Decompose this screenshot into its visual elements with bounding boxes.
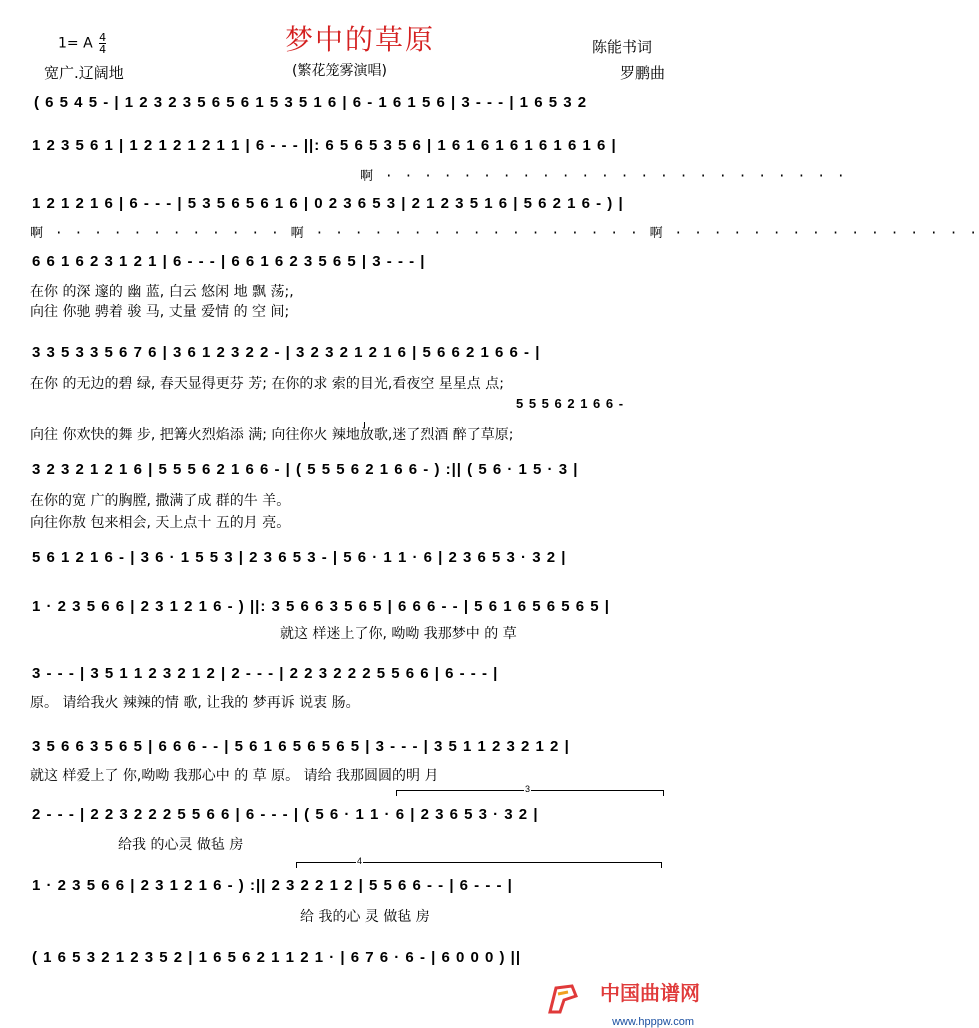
song-title: 梦中的草原	[284, 23, 435, 56]
score-row-4-lyrics-verse-2: 向往 你驰 骋着 骏 马, 丈量 爱情 的 空 间;	[30, 304, 290, 320]
quadruplet-bracket-4	[296, 862, 662, 868]
score-row-4-lyrics-verse-1: 在你 的深 邃的 幽 蓝, 白云 悠闲 地 飘 荡;,	[30, 284, 294, 300]
volta-bracket-1	[364, 422, 365, 428]
time-bottom: 4	[99, 43, 107, 56]
key-prefix: 1= A	[58, 35, 93, 52]
score-row-1-notes: ( 6 5 4 5 - | 1 2 3 2 3 5 6 5 6 1 5 3 5 1 6 | 6 - 1 6 1 5 6 | 3 - - - | 1 6 5 3 2	[34, 94, 588, 111]
score-row-12-lyrics: 给我 的心灵 做毡 房	[118, 837, 244, 853]
score-row-14-notes: ( 1 6 5 3 2 1 2 3 5 2 | 1 6 5 6 2 1 1 2 1 · | 6 7 6 · 6 - | 6 0 0 0 ) ||	[32, 949, 522, 966]
key-signature	[58, 32, 106, 55]
watermark-url: www.hpppw.com	[612, 1016, 694, 1028]
score-row-7-notes: 3 2 3 2 1 2 1 6 | 5 5 5 6 2 1 6 6 - | ( 5 5 5 6 2 1 6 6 - ) :|| ( 5 6 · 1 5 · 3 |	[32, 461, 579, 478]
triplet-number: 3	[525, 784, 531, 794]
score-row-13-lyrics: 给 我的心 灵 做毡 房	[300, 909, 430, 925]
score-row-10-notes: 3 - - - | 3 5 1 1 2 3 2 1 2 | 2 - - - | 2 2 3 2 2 2 5 5 6 6 | 6 - - - |	[32, 665, 499, 682]
score-row-13-notes: 1 · 2 3 5 6 6 | 2 3 1 2 1 6 - ) :|| 2 3 2 2 1 2 | 5 5 6 6 - - | 6 - - - |	[32, 877, 513, 894]
tempo-marking: 宽广.辽阔地	[44, 64, 124, 82]
score-row-8-notes: 5 6 1 2 1 6 - | 3 6 · 1 5 5 3 | 2 3 6 5 3 - | 5 6 · 1 1 · 6 | 2 3 6 5 3 · 3 2 |	[32, 549, 567, 566]
score-row-2-notes: 1 2 3 5 6 1 | 1 2 1 2 1 2 1 1 | 6 - - - ||: 6 5 6 5 3 5 6 | 1 6 1 6 1 6 1 6 1 6 1 6 |	[32, 137, 617, 154]
time-signature	[99, 32, 106, 55]
score-row-12-notes: 2 - - - | 2 2 3 2 2 2 5 5 6 6 | 6 - - - | ( 5 6 · 1 1 · 6 | 2 3 6 5 3 · 3 2 |	[32, 806, 539, 823]
score-row-7-lyrics-verse-2: 向往你敖 包来相会, 天上点十 五的月 亮。	[30, 515, 291, 531]
score-row-9-lyrics: 就这 样迷上了你, 呦呦 我那梦中 的 草	[280, 626, 517, 642]
score-row-7-lyrics-verse-1: 在你的宽 广的胸膛, 撒满了成 群的牛 羊。	[30, 493, 291, 509]
singer: (繁花笼雾演唱)	[292, 63, 387, 79]
score-row-3-notes: 1 2 1 2 1 6 | 6 - - - | 5 3 5 6 5 6 1 6 | 0 2 3 6 5 3 | 2 1 2 3 5 1 6 | 5 6 2 1 6 - ) |	[32, 195, 624, 212]
score-row-6-lyrics: 向往 你欢快的舞 步, 把篝火烈焰添 满; 向往你火 辣地放歌,迷了烈酒 醉了草原;	[30, 427, 514, 443]
score-row-6-notes: 5 5 5 6 2 1 6 6 -	[516, 396, 625, 411]
composer: 罗鹏曲	[620, 64, 666, 82]
time-top: 4	[99, 31, 107, 44]
watermark-logo-icon	[546, 982, 580, 1016]
score-row-5-lyrics: 在你 的无边的碧 绿, 春天显得更芬 芳; 在你的求 索的目光,看夜空 星星点 点;	[30, 376, 504, 392]
score-row-11-lyrics: 就这 样爱上了 你,呦呦 我那心中 的 草 原。 请给 我那圆圆的明 月	[30, 768, 439, 784]
score-row-11-notes: 3 5 6 6 3 5 6 5 | 6 6 6 - - | 5 6 1 6 5 6 5 6 5 | 3 - - - | 3 5 1 1 2 3 2 1 2 |	[32, 738, 570, 755]
score-row-10-lyrics: 原。 请给我火 辣辣的情 歌, 让我的 梦再诉 说衷 肠。	[30, 695, 360, 711]
score-row-2-lyrics: 啊 · · · · · · · · · · · · · · · · · · · · · · · ·	[360, 169, 847, 184]
score-row-3-lyrics: 啊 · · · · · · · · · · · · 啊 · · · · · · · · · · · · · · · · · 啊 · · · · · · · · · · · · · · · ·	[30, 226, 979, 241]
score-row-5-notes: 3 3 5 3 3 5 6 7 6 | 3 6 1 2 3 2 2 - | 3 2 3 2 1 2 1 6 | 5 6 6 2 1 6 6 - |	[32, 344, 541, 361]
watermark-brand: 中国曲谱网	[600, 983, 700, 1005]
score-row-4-notes: 6 6 1 6 2 3 1 2 1 | 6 - - - | 6 6 1 6 2 3 5 6 5 | 3 - - - |	[32, 253, 426, 270]
score-row-9-notes: 1 · 2 3 5 6 6 | 2 3 1 2 1 6 - ) ||: 3 5 6 6 3 5 6 5 | 6 6 6 - - | 5 6 1 6 5 6 5 6 5 |	[32, 598, 610, 615]
bracket-number: 4	[357, 856, 363, 866]
lyricist: 陈能书词	[592, 38, 653, 56]
